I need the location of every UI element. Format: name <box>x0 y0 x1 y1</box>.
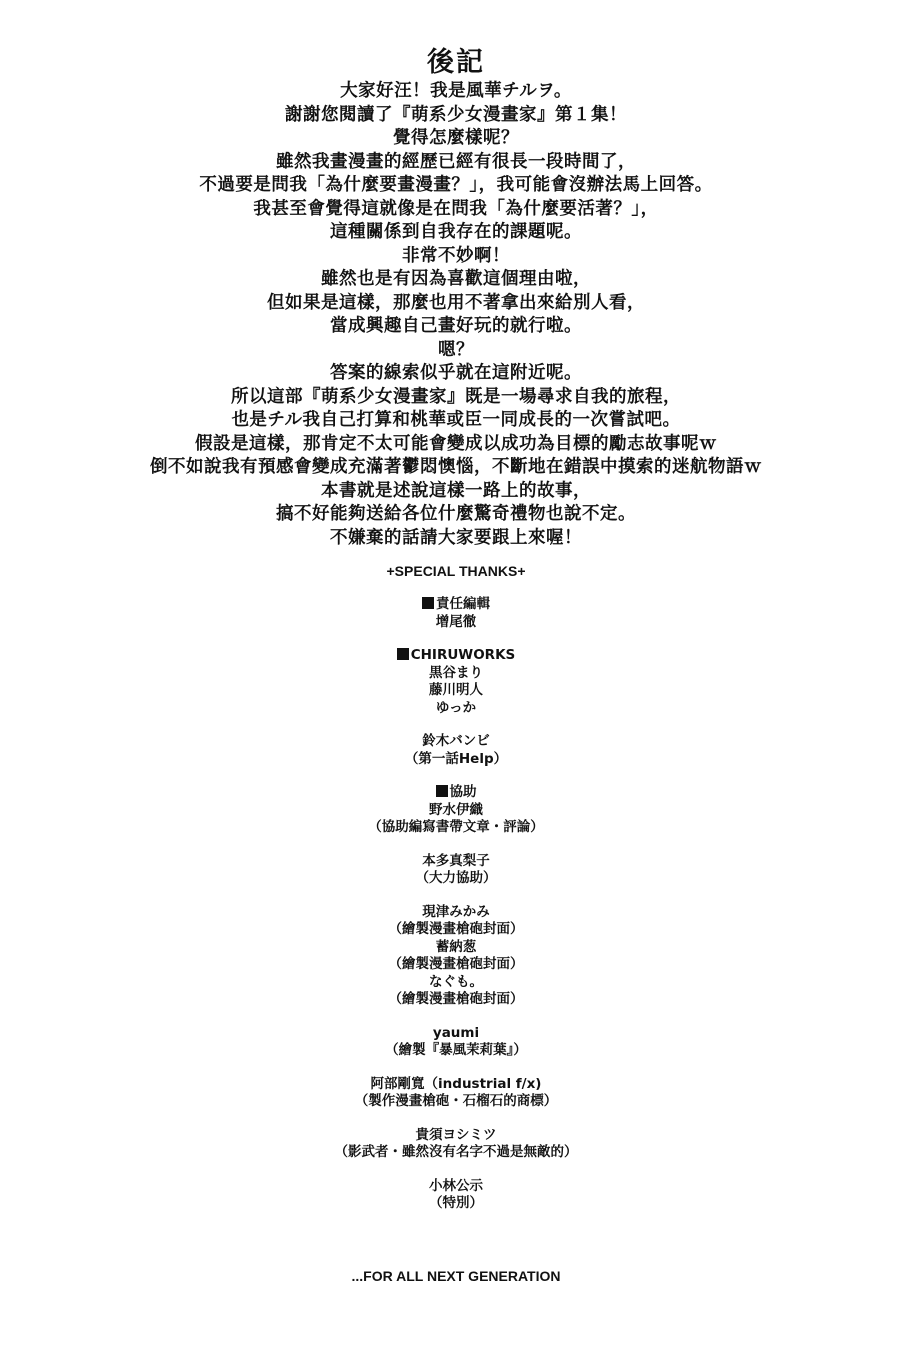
special-thanks-heading: +SPECIAL THANKS+ <box>386 563 526 579</box>
afterword-line: 覺得怎麼樣呢？ <box>393 128 519 148</box>
credit-group <box>0 1025 912 1060</box>
afterword-line: 答案的線索似乎就在這附近呢。 <box>330 363 582 383</box>
black-square-bullet-icon <box>422 597 434 609</box>
credit-text: 阿部剛寬（industrial f/x) <box>370 1075 542 1092</box>
credit-line <box>0 974 912 992</box>
credit-text: 小林公示 <box>429 1177 483 1194</box>
credit-line <box>0 1195 912 1213</box>
credit-text: （繪製漫畫槍砲封面） <box>388 956 524 972</box>
credit-text: （影武者・雖然沒有名字不過是無敵的） <box>334 1144 578 1160</box>
page-title: 後記 <box>427 47 485 78</box>
credit-line <box>0 700 912 718</box>
credit-line <box>0 1025 912 1043</box>
credit-text: yaumi <box>432 1024 480 1041</box>
afterword-line: 我甚至會覺得這就像是在問我「為什麼要活著？」， <box>253 198 659 219</box>
credit-group <box>0 853 912 888</box>
credit-line <box>0 853 912 871</box>
credit-line <box>0 956 912 974</box>
credit-line <box>0 1042 912 1060</box>
afterword-line: 不過要是問我「為什麼要畫漫畫？」，我可能會沒辦法馬上回答。 <box>199 175 713 195</box>
credit-text: 蓄納葱 <box>435 938 477 955</box>
afterword-line: 假設是這樣，那肯定不太可能會變成以成功為目標的勵志故事呢ｗ <box>195 433 717 454</box>
credit-group <box>0 647 912 717</box>
credit-line <box>0 751 912 769</box>
afterword-line: 嗯？ <box>438 339 474 360</box>
credit-line <box>0 665 912 683</box>
credit-line <box>0 939 912 957</box>
credit-text: （繪製『暴風茉莉葉』） <box>385 1042 527 1058</box>
credit-group <box>0 1178 912 1213</box>
credit-text: （繪製漫畫槍砲封面） <box>388 991 524 1007</box>
credit-line <box>0 733 912 751</box>
credit-text: CHIRUWORKS <box>410 647 516 663</box>
credit-line <box>0 802 912 820</box>
afterword-line: 當成興趣自己畫好玩的就行啦。 <box>330 316 582 336</box>
afterword-line: 雖然也是有因為喜歡這個理由啦， <box>321 269 591 289</box>
credit-line <box>0 991 912 1009</box>
credit-text: 現津みかみ <box>422 903 490 920</box>
credit-text: （特別） <box>429 1195 483 1211</box>
credit-line <box>0 614 912 632</box>
credit-line <box>0 1178 912 1196</box>
afterword-line: 非常不妙啊！ <box>402 245 510 266</box>
credit-text: （協助編寫書帶文章・評論） <box>368 819 544 835</box>
credit-group <box>0 1127 912 1162</box>
afterword-line: 雖然我畫漫畫的經歷已經有很長一段時間了， <box>276 151 636 172</box>
afterword-line: 謝謝您閱讀了『萌系少女漫畫家』第１集！ <box>285 104 627 125</box>
afterword-line: 倒不如說我有預感會變成充滿著鬱悶懊惱，不斷地在錯誤中摸索的迷航物語ｗ <box>150 457 762 477</box>
afterword-line: 大家好汪！我是風華チルヲ。 <box>340 81 572 101</box>
credit-text: 協助 <box>449 784 477 800</box>
credit-line <box>0 784 912 802</box>
afterword-line: 這種關係到自我存在的課題呢。 <box>330 222 582 242</box>
credit-line <box>0 682 912 700</box>
afterword-line: 搞不好能夠送給各位什麼驚奇禮物也說不定。 <box>276 504 636 524</box>
credit-line <box>0 1076 912 1094</box>
credit-text: 增尾徹 <box>435 613 477 630</box>
credits-list <box>0 596 912 1229</box>
credit-text: （製作漫畫槍砲・石榴石的商標） <box>354 1093 558 1109</box>
credit-text: 貴須ヨシミツ <box>415 1126 497 1143</box>
afterword-line: 但如果是這樣，那麼也用不著拿出來給別人看， <box>267 292 645 313</box>
credit-group <box>0 596 912 631</box>
credit-line <box>0 596 912 614</box>
credit-group <box>0 733 912 768</box>
credit-line <box>0 1093 912 1111</box>
credit-line <box>0 1144 912 1162</box>
afterword-line: 不嫌棄的話請大家要跟上來喔！ <box>330 527 582 548</box>
credit-text: ゆっか <box>435 699 477 716</box>
credit-line <box>0 1127 912 1145</box>
credit-text: 野水伊織 <box>429 801 483 818</box>
afterword-line: 所以這部『萌系少女漫畫家』既是一場尋求自我的旅程， <box>231 386 681 407</box>
afterword-line: 本書就是述說這樣一路上的故事， <box>321 480 591 501</box>
afterword-body <box>0 80 912 550</box>
black-square-bullet-icon <box>397 648 409 660</box>
credit-text: （大力協助） <box>415 870 497 886</box>
credit-text: 本多真梨子 <box>422 852 490 869</box>
credit-line <box>0 647 912 665</box>
credit-line <box>0 921 912 939</box>
credit-text: 藤川明人 <box>429 682 483 698</box>
credit-line <box>0 870 912 888</box>
credit-text: 黒谷まり <box>429 664 483 681</box>
credit-line <box>0 904 912 922</box>
closing-line: ...FOR ALL NEXT GENERATION <box>351 1268 561 1284</box>
credit-text: 責任編輯 <box>436 596 490 612</box>
credit-text: なぐも。 <box>429 973 483 990</box>
credit-line <box>0 819 912 837</box>
afterword-line: 也是チル我自己打算和桃華或臣一同成長的一次嘗試吧。 <box>231 410 681 430</box>
credit-text: （第一話Help） <box>404 750 508 767</box>
credit-text: （繪製漫畫槍砲封面） <box>388 921 524 937</box>
black-square-bullet-icon <box>436 785 448 797</box>
credit-group <box>0 904 912 1009</box>
credit-text: 鈴木バンビ <box>422 733 490 749</box>
credit-group <box>0 784 912 837</box>
credit-group <box>0 1076 912 1111</box>
